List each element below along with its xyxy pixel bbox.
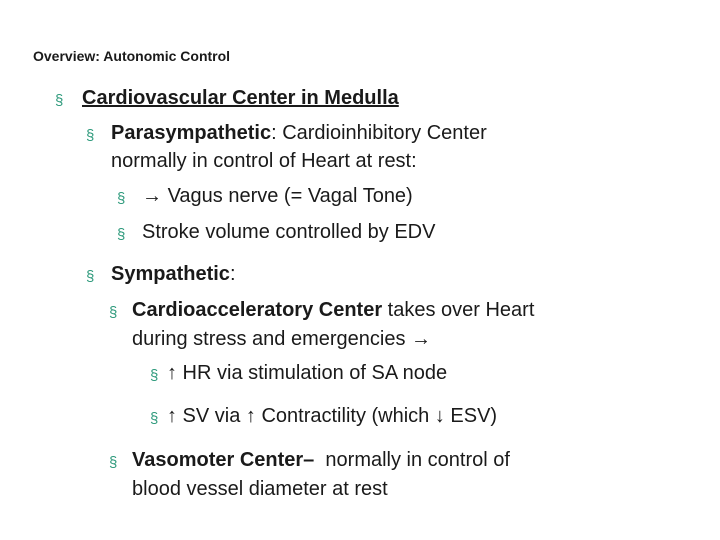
bullet-icon: § (86, 127, 95, 144)
item-parasympathetic (111, 121, 487, 145)
bullet-icon: § (55, 92, 64, 109)
item-parasympathetic-line2: normally in control of Heart at rest: (111, 150, 417, 172)
parasympathetic-text: : Cardioinhibitory Center (271, 122, 487, 144)
bullet-icon: § (150, 410, 159, 427)
cardioacceleratory-label: Cardioacceleratory Center (132, 299, 383, 321)
vagus-text: Vagus nerve (= Vagal Tone) (167, 185, 413, 207)
bullet-icon: § (117, 190, 126, 207)
item-stroke-volume-sv: ↑ SV via ↑ Contractility (which ↓ ESV) (167, 405, 498, 427)
item-vagus-nerve (142, 184, 413, 208)
item-vasomotor-line2: blood vessel diameter at rest (132, 478, 388, 500)
item-cardioacceleratory (132, 298, 534, 322)
bullet-icon: § (109, 304, 118, 321)
bullet-icon: § (117, 226, 126, 243)
bullet-icon: § (109, 454, 118, 471)
sympathetic-colon: : (229, 263, 236, 285)
item-stroke-volume: Stroke volume controlled by EDV (142, 221, 436, 243)
sympathetic-label: Sympathetic (111, 263, 230, 285)
bullet-icon: § (86, 268, 95, 285)
item-cardioacceleratory-line2 (132, 327, 431, 351)
slide-title: Overview: Autonomic Control (33, 48, 231, 64)
item-vasomotor-center (132, 448, 510, 472)
vasomotor-text: normally in control of (314, 449, 510, 471)
bullet-icon: § (150, 367, 159, 384)
arrow-right-icon: → (411, 328, 432, 350)
parasympathetic-label: Parasympathetic (111, 122, 272, 144)
vasomotor-label: Vasomoter Center– (132, 449, 315, 471)
item-sympathetic (111, 262, 236, 286)
item-heart-rate: ↑ HR via stimulation of SA node (167, 362, 448, 384)
cardioacceleratory-line2-text: during stress and emergencies (132, 328, 406, 350)
arrow-right-icon: → (142, 185, 162, 207)
item-cardiovascular-center: Cardiovascular Center in Medulla (82, 87, 399, 109)
cardioacceleratory-text: takes over Heart (382, 299, 535, 321)
